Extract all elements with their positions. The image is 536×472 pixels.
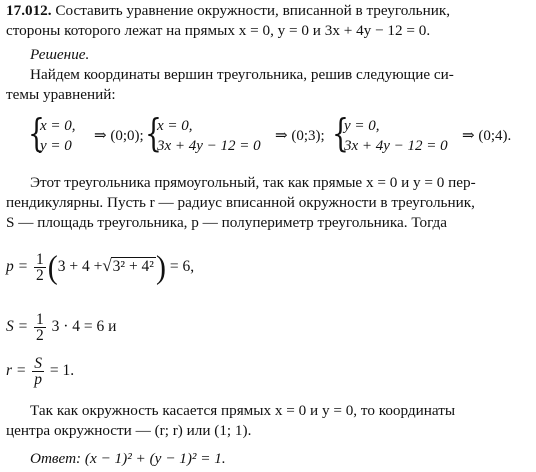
system-2-result: ⇒ (0;3); <box>275 128 325 144</box>
para3-line1: Так как окружность касается прямых x = 0 и y = 0, то координаты <box>30 402 456 419</box>
formula-r-result: = 1. <box>49 362 75 380</box>
system-3-result: ⇒ (0;4). <box>462 128 512 144</box>
system-1-eq1: x = 0, <box>40 118 76 134</box>
system-3-eq1: y = 0, <box>344 118 380 134</box>
formula-s <box>6 312 116 343</box>
system-2-eq2: 3x + 4y − 12 = 0 <box>157 138 261 154</box>
problem-number: 17.012. <box>6 2 52 19</box>
formula-r-frac: $\frac{S}{p}$ <box>34 355 42 388</box>
para1-line1: Найдем координаты вершин треугольника, решив следующие си- <box>30 66 454 83</box>
system-1-eq2: y = 0 <box>40 138 72 154</box>
answer-label: Ответ: <box>30 450 82 467</box>
system-3-eq2: 3x + 4y − 12 = 0 <box>344 138 448 154</box>
answer <box>30 450 226 468</box>
formula-r <box>6 356 74 387</box>
formula-p-frac: $\frac{1}{2}$ <box>35 251 44 284</box>
formula-p: p = $\frac{1}{2}$ (3 + 4 +√3² + 4²) = 6, <box>6 248 195 286</box>
para2-line2: пендикулярны. Пусть r — радиус вписанной окружности в треугольник, <box>6 194 475 211</box>
problem-text-1: Составить уравнение окружности, вписанной в треугольник, <box>55 2 451 19</box>
formula-s-lhs: S = <box>6 318 29 336</box>
formula-p-result: = 6, <box>169 258 195 276</box>
system-1-result: ⇒ (0;0); <box>94 128 144 144</box>
para1-line2: темы уравнений: <box>6 86 116 103</box>
formula-p-sqrt: 3² + 4² <box>112 258 154 276</box>
problem-line-1 <box>6 2 450 20</box>
para2-line1: Этот треугольника прямоугольный, так как прямые x = 0 и y = 0 пер- <box>30 174 476 191</box>
formula-p-inner: 3 + 4 + <box>57 258 103 276</box>
problem-line-2: стороны которого лежат на прямых x = 0, y = 0 и 3x + 4y − 12 = 0. <box>6 22 431 39</box>
para2-line3: S — площадь треугольника, p — полупериметр треугольника. Тогда <box>6 214 448 231</box>
answer-equation: (x − 1)² + (y − 1)² = 1. <box>84 450 226 467</box>
formula-s-frac: $\frac{1}{2}$ <box>35 311 44 344</box>
formula-p-lhs: p = <box>6 258 29 276</box>
formula-r-lhs: r = <box>6 362 27 380</box>
formula-s-rest: 3 · 4 = 6 и <box>51 318 117 336</box>
system-2: { x = 0, 3x + 4y − 12 = 0 ⇒ (0;3); <box>145 111 325 155</box>
system-1: { x = 0, y = 0 ⇒ (0;0); <box>28 111 144 155</box>
para3-line2: центра окружности — (r; r) или (1; 1). <box>6 422 252 439</box>
system-3: { y = 0, 3x + 4y − 12 = 0 ⇒ (0;4). <box>332 111 512 155</box>
solution-label: Решение. <box>30 46 90 63</box>
system-2-eq1: x = 0, <box>157 118 193 134</box>
